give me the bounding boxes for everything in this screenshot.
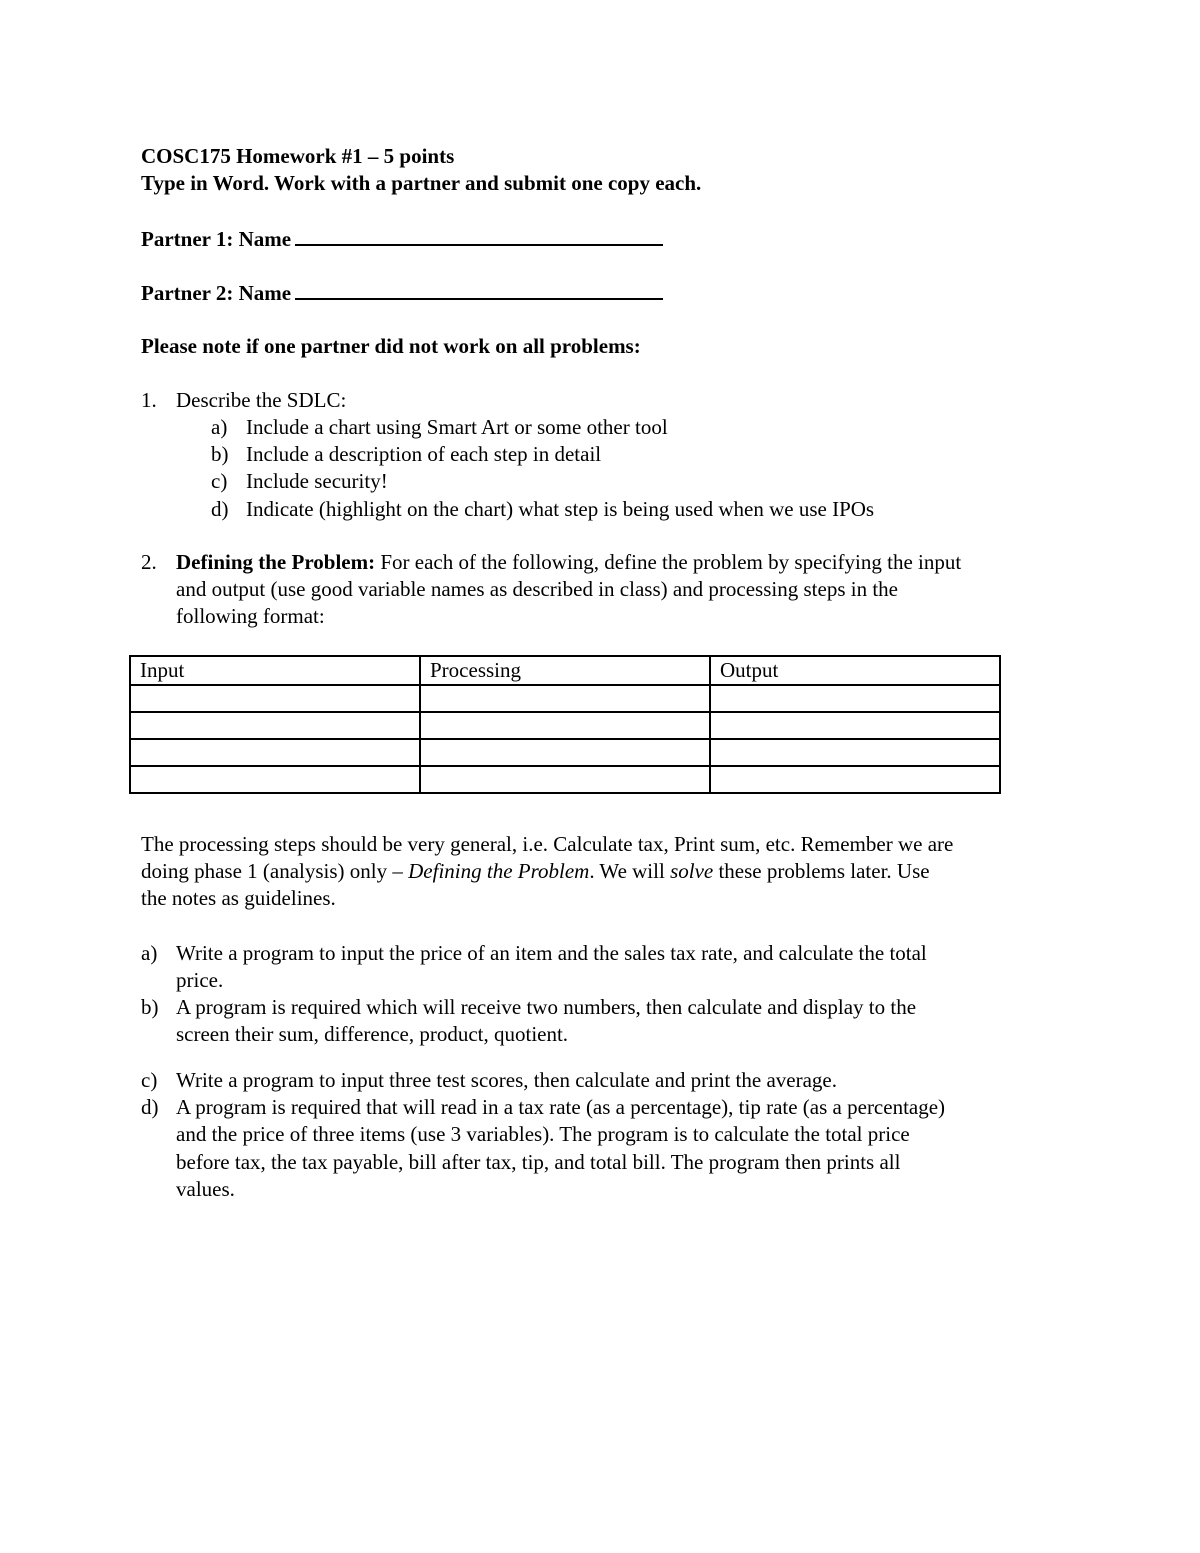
problem-line: A program is required that will read in a tax rate (as a percentage), tip rate (as a percentage) [176, 1095, 946, 1119]
table-cell [420, 685, 710, 712]
table-cell [710, 766, 1000, 793]
table-cell [710, 739, 1000, 766]
q2-line-2: and output (use good variable names as described in class) and processing steps in the [176, 577, 898, 601]
partner1-name-blank [295, 224, 663, 246]
partner2-name-blank [295, 278, 663, 300]
q2-bold-lead: Defining the Problem: [176, 550, 376, 574]
problem-marker: c) [141, 1068, 158, 1092]
partner-note: Please note if one partner did not work on all problems: [141, 334, 641, 358]
table-cell [130, 685, 420, 712]
paragraph-text: these problems later. Use [713, 859, 930, 883]
table-row [130, 739, 1000, 766]
problem-line: screen their sum, difference, product, quotient. [176, 1022, 569, 1046]
table-cell [710, 685, 1000, 712]
problem-line: Write a program to input three test scores, then calculate and print the average. [176, 1068, 837, 1092]
table-cell [130, 739, 420, 766]
ipo-table [129, 655, 1001, 794]
table-cell [420, 766, 710, 793]
problem-line: Write a program to input the price of an item and the sales tax rate, and calculate the total [176, 941, 927, 965]
q2-number: 2. [141, 550, 157, 574]
problem-marker: a) [141, 941, 158, 965]
table-header-output: Output [710, 656, 1000, 685]
paragraph-line-2 [141, 858, 930, 885]
table-cell [420, 739, 710, 766]
problem-line: values. [176, 1177, 235, 1201]
paragraph-italic-solve: solve [670, 859, 714, 883]
document-instructions: Type in Word. Work with a partner and submit one copy each. [141, 171, 702, 195]
paragraph-text: . We will [589, 859, 671, 883]
q1-item-marker: d) [211, 497, 229, 521]
table-header-processing: Processing [420, 656, 710, 685]
paragraph-line-1: The processing steps should be very general, i.e. Calculate tax, Print sum, etc. Remember we are [141, 832, 954, 856]
document-title: COSC175 Homework #1 – 5 points [141, 144, 455, 168]
problem-line: and the price of three items (use 3 variables). The program is to calculate the total price [176, 1122, 910, 1146]
paragraph-text: doing phase 1 (analysis) only – [141, 859, 409, 883]
problem-marker: d) [141, 1095, 159, 1119]
q2-line-3: following format: [176, 604, 325, 628]
q1-text: Describe the SDLC: [176, 388, 347, 412]
problem-line: price. [176, 968, 224, 992]
partner2-label: Partner 2: Name [141, 281, 292, 305]
q1-item-text: Indicate (highlight on the chart) what step is being used when we use IPOs [246, 497, 875, 521]
paragraph-italic-defining: Defining the Problem [408, 859, 590, 883]
q1-item-marker: b) [211, 442, 229, 466]
q1-item-text: Include a description of each step in detail [246, 442, 602, 466]
q2-line-1-rest: For each of the following, define the problem by specifying the input [375, 550, 962, 574]
q1-number: 1. [141, 388, 157, 412]
partner1-label: Partner 1: Name [141, 227, 292, 251]
table-cell [130, 712, 420, 739]
partner1-row [141, 224, 663, 253]
table-row [130, 712, 1000, 739]
table-row [130, 685, 1000, 712]
table-cell [710, 712, 1000, 739]
q2-line-1 [176, 549, 961, 576]
q1-item-marker: c) [211, 469, 228, 493]
problem-marker: b) [141, 995, 159, 1019]
q1-item-text: Include security! [246, 469, 388, 493]
q1-item-text: Include a chart using Smart Art or some other tool [246, 415, 668, 439]
table-cell [420, 712, 710, 739]
problem-line: before tax, the tax payable, bill after tax, tip, and total bill. The program then prints all [176, 1150, 901, 1174]
table-cell [130, 766, 420, 793]
q1-item-marker: a) [211, 415, 228, 439]
table-header-input: Input [130, 656, 420, 685]
problem-line: A program is required which will receive two numbers, then calculate and display to the [176, 995, 917, 1019]
partner2-row [141, 278, 663, 307]
table-header-row [130, 656, 1000, 685]
table-row [130, 766, 1000, 793]
paragraph-line-3: the notes as guidelines. [141, 886, 336, 910]
